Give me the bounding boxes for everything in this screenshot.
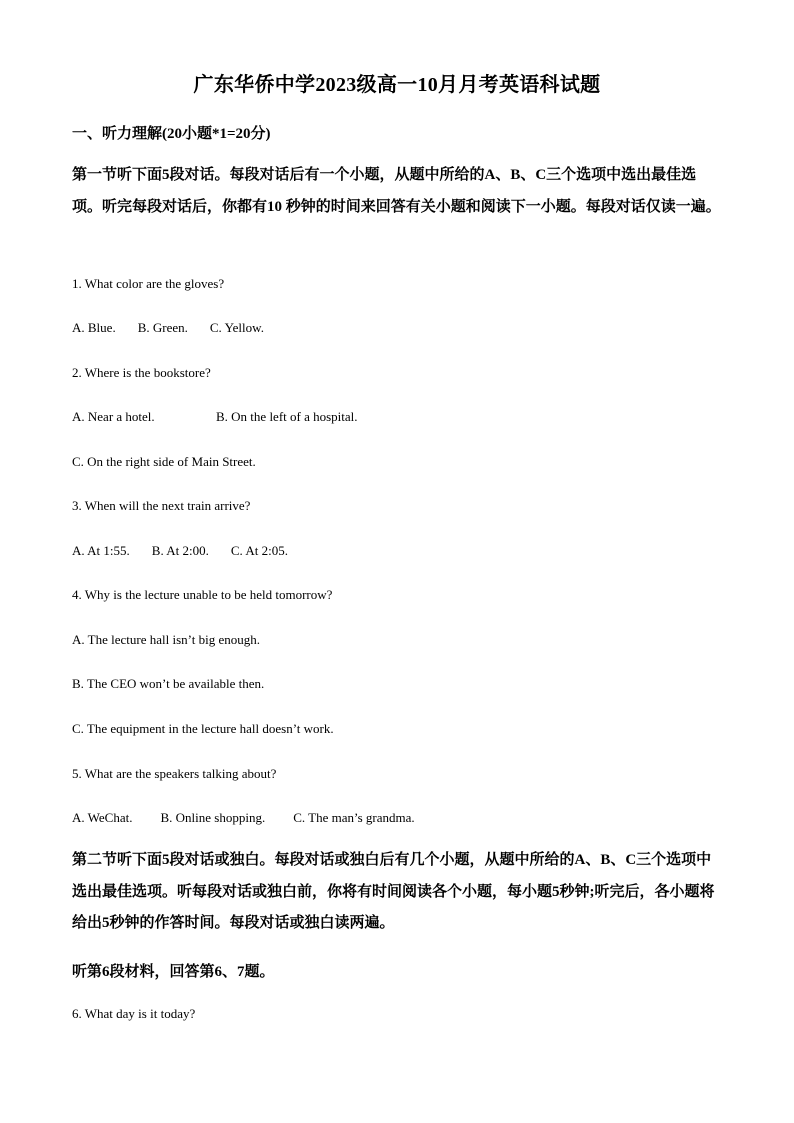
question-5-options [72,810,724,826]
question-1-options [72,320,724,336]
option-b[interactable]: B. On the left of a hospital. [216,409,358,424]
option-b[interactable]: B. At 2:00. [151,543,209,558]
part-2-instructions: 第二节听下面5段对话或独白。每段对话或独白后有几个小题，从题中所给的A、B、C三个选项中选出最佳选项。听每段对话或独白前，你将有时间阅读各个小题，每小题5秒钟;听完后，各小题将给出5秒钟的作答时间。每段对话或独白读两遍。 [72,852,715,931]
question-1-stem: 1. What color are the gloves? [72,276,225,291]
option-a[interactable]: A. WeChat. [72,810,133,825]
option-a[interactable]: A. Near a hotel. [72,409,155,424]
option-c[interactable]: C. The man’s grandma. [293,810,415,825]
question-5-stem: 5. What are the speakers talking about? [72,766,277,781]
question-3-stem: 3. When will the next train arrive? [72,498,251,513]
question-4-option-b[interactable]: B. The CEO won’t be available then. [72,676,265,691]
question-4-option-c[interactable]: C. The equipment in the lecture hall doesn’t work. [72,721,334,736]
option-a[interactable]: A. Blue. [72,320,116,335]
option-c[interactable]: C. Yellow. [209,320,264,335]
option-b[interactable]: B. Online shopping. [160,810,266,825]
option-b[interactable]: B. Green. [137,320,188,335]
question-2-option-c[interactable]: C. On the right side of Main Street. [72,454,256,469]
question-4-stem: 4. Why is the lecture unable to be held tomorrow? [72,587,333,602]
question-6-stem: 6. What day is it today? [72,1006,196,1021]
option-a[interactable]: A. At 1:55. [72,543,130,558]
section-1-heading: 一、听力理解(20小题*1=20分) [72,126,271,142]
option-c[interactable]: C. At 2:05. [230,543,288,558]
question-3-options [72,543,724,559]
question-2-stem: 2. Where is the bookstore? [72,365,211,380]
question-4-option-a[interactable]: A. The lecture hall isn’t big enough. [72,632,260,647]
part-1-instructions: 第一节听下面5段对话。每段对话后有一个小题，从题中所给的A、B、C三个选项中选出最佳选项。听完每段对话后，你都有10 秒钟的时间来回答有关小题和阅读下一小题。每段对话仅读一遍。 [72,167,721,215]
question-2-options [72,409,724,425]
part-2-material-heading: 听第6段材料，回答第6、7题。 [72,964,275,980]
exam-title: 广东华侨中学2023级高一10月月考英语科试题 [193,74,601,96]
